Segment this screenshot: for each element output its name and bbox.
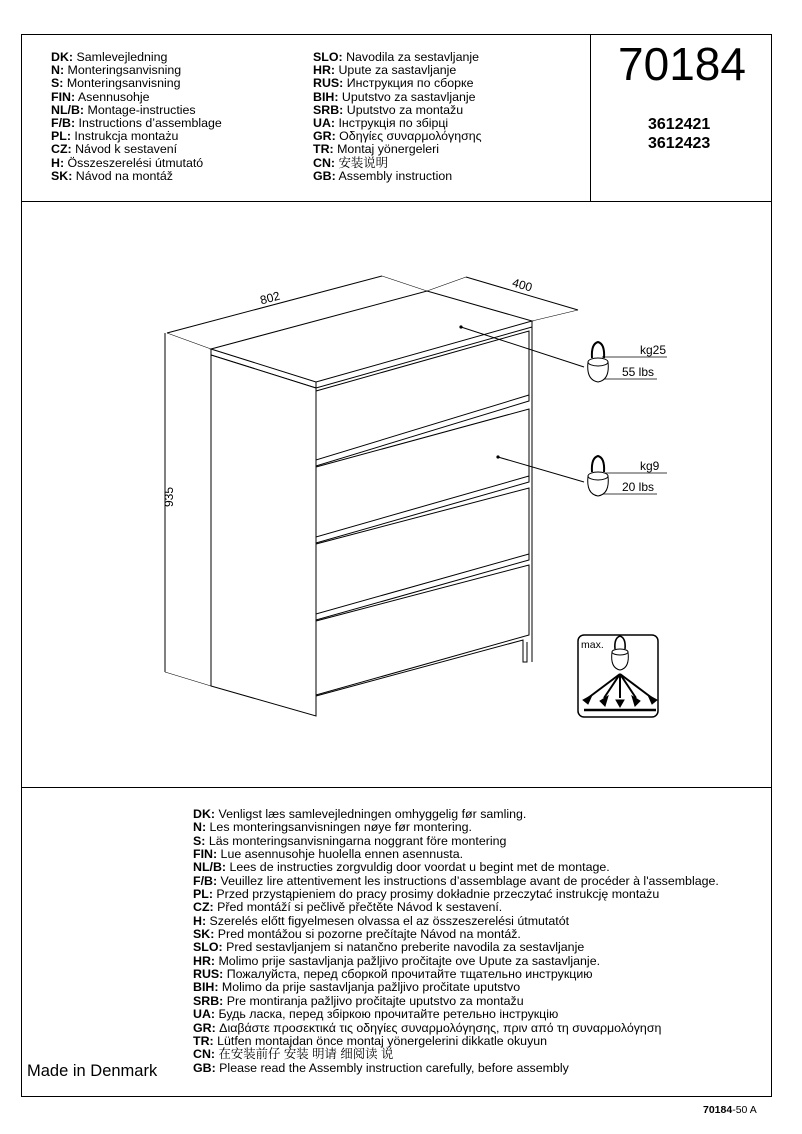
- instruction-text: 在安装前仔 安装 明请 细阅读 说: [218, 1047, 394, 1062]
- instruction-row: [193, 861, 719, 874]
- language-code: S:: [51, 76, 64, 91]
- language-code: RUS:: [193, 967, 224, 982]
- depth-dimension-label: 400: [510, 275, 534, 295]
- instruction-text: Pred sestavljanjem si natančno preberite navodila za sestavljanje: [226, 940, 585, 955]
- instruction-row: [193, 848, 719, 861]
- height-dimension-label: 935: [162, 486, 176, 507]
- instruction-row: [193, 1062, 719, 1075]
- language-code: SK:: [51, 168, 73, 183]
- assembly-instructions: [193, 808, 719, 1075]
- header-language-text: Instrukcja montażu: [74, 129, 179, 144]
- language-code: FIN:: [193, 847, 218, 862]
- instruction-text: Lütfen montajdan önce montaj yönergelerini dikkatle okuyun: [217, 1033, 548, 1048]
- language-code: CZ:: [193, 900, 214, 915]
- instruction-text: Läs monteringsanvisningarna noggrant före montering: [208, 833, 507, 848]
- header-language-text: Інструкція по збірці: [338, 116, 449, 131]
- instruction-row: [193, 821, 719, 834]
- header-language-text: Assembly instruction: [338, 168, 453, 183]
- instruction-text: Будь ласка, перед збіркою прочитайте ретельно інструкцію: [218, 1007, 559, 1022]
- header-language-text: 安装说明: [338, 155, 389, 170]
- language-code: H:: [51, 155, 65, 170]
- instruction-row: [193, 1048, 719, 1061]
- language-code: HR:: [313, 63, 336, 78]
- dresser-side-panel: [211, 355, 316, 716]
- header-language-text: Asennusohje: [77, 89, 150, 104]
- language-code: S:: [193, 833, 206, 848]
- footer-model: 70184: [703, 1104, 733, 1116]
- language-code: BIH:: [193, 980, 219, 995]
- language-code: TR:: [313, 142, 334, 157]
- language-code: SRB:: [193, 993, 224, 1008]
- language-code: SLO:: [313, 50, 343, 64]
- header-language-text: Montaj yönergeleri: [337, 142, 440, 157]
- language-code: UA:: [193, 1007, 216, 1022]
- header-language-text: Monteringsanvisning: [67, 63, 182, 78]
- language-code: PL:: [193, 887, 213, 902]
- header-language-text: Monteringsanvisning: [66, 76, 181, 91]
- language-code: CN:: [193, 1047, 216, 1062]
- language-code: CN:: [313, 155, 336, 170]
- instruction-row: [193, 875, 719, 888]
- instruction-text: Szerelés előtt figyelmesen olvassa el az összeszerelési útmutatót: [209, 913, 570, 928]
- header-language-text: Montage-instructies: [87, 102, 196, 117]
- instruction-row: [193, 928, 719, 941]
- language-code: HR:: [193, 953, 216, 968]
- header-language-text: Összeszerelési útmutató: [67, 155, 204, 170]
- instruction-text: Molimo prije sastavljanja pažljivo pročitajte ove Upute za sastavljanje.: [218, 953, 601, 968]
- header-language-text: Инструкция по сборке: [346, 76, 474, 91]
- footer-code: [703, 1104, 757, 1116]
- footer-suffix: -50 A: [732, 1104, 757, 1116]
- drawer-load-kg: kg9: [640, 459, 660, 473]
- language-code: TR:: [193, 1033, 214, 1048]
- instruction-text: Διαβάστε προσεκτικά τις οδηγίες συναρμολόγησης, πριν από τη συναρμολόγηση: [219, 1020, 662, 1035]
- language-code: F/B:: [51, 116, 76, 131]
- drawer-load-lbs: 20 lbs: [622, 480, 655, 494]
- instruction-row: [193, 888, 719, 901]
- max-label: max.: [581, 639, 604, 651]
- language-code: H:: [193, 913, 207, 928]
- instruction-row: [193, 968, 719, 981]
- header-language-text: Instructions d’assemblage: [78, 116, 222, 131]
- instruction-text: Pred montážou si pozorne prečítajte Návod na montáž.: [217, 927, 521, 942]
- instruction-row: [193, 901, 719, 914]
- header-language-text: Upute za sastavljanje: [338, 63, 457, 78]
- instruction-row: [193, 981, 719, 994]
- language-code: RUS:: [313, 76, 344, 91]
- instruction-text: Pre montiranja pažljivo pročitajte uputstvo za montažu: [226, 993, 524, 1008]
- instruction-row: [193, 808, 719, 821]
- item-code: 3612423: [648, 135, 711, 152]
- language-code: CZ:: [51, 142, 72, 157]
- instruction-text: Molimo da prije sastavljanja pažljivo pročitate uputstvo: [221, 980, 521, 995]
- language-code: UA:: [313, 116, 336, 131]
- instruction-text: Lue asennusohje huolella ennen asennusta.: [220, 847, 464, 862]
- instruction-row: [193, 941, 719, 954]
- header-language-text: Οδηγίες συναρμολόγησης: [339, 129, 482, 144]
- language-code: BIH:: [313, 89, 339, 104]
- made-in-label: Made in Denmark: [27, 1062, 158, 1080]
- instruction-text: Veuillez lire attentivement les instructions d’assemblage avant de procéder à l'assemblage.: [220, 873, 719, 888]
- instruction-text: Venligst læs samlevejledningen omhyggelig før samling.: [218, 807, 527, 821]
- instruction-row: [193, 995, 719, 1008]
- instruction-text: Please read the Assembly instruction carefully, before assembly: [219, 1060, 569, 1075]
- width-dimension-label: 802: [258, 288, 282, 308]
- instruction-row: [193, 835, 719, 848]
- header-language-text: Návod na montáž: [75, 168, 173, 183]
- language-code: N:: [193, 820, 207, 835]
- header-language-text: Návod k sestavení: [75, 142, 178, 157]
- language-code: GR:: [313, 129, 336, 144]
- language-code: NL/B:: [51, 102, 85, 117]
- instruction-text: Lees de instructies zorgvuldig door voordat u begint met de montage.: [229, 860, 610, 875]
- header-language-text: Uputstvo za sastavljanje: [341, 89, 476, 104]
- instruction-row: [193, 1008, 719, 1021]
- drawer-weight-icon: [588, 456, 609, 496]
- language-code: GB:: [313, 168, 336, 183]
- item-code: 3612421: [648, 116, 711, 133]
- instruction-text: Пожалуйста, перед сборкой прочитайте тщательно инструкцию: [226, 967, 593, 982]
- header-language-text: Navodila za sestavljanje: [346, 50, 479, 64]
- language-code: GB:: [193, 1060, 216, 1075]
- instruction-text: Przed przystąpieniem do pracy prosimy dokładnie przeczytać instrukcję montażu: [216, 887, 660, 902]
- language-code: DK:: [51, 50, 74, 64]
- language-code: SRB:: [313, 102, 344, 117]
- instruction-text: Les monteringsanvisningen nøye før montering.: [209, 820, 472, 835]
- top-load-lbs: 55 lbs: [622, 365, 655, 379]
- language-code: DK:: [193, 807, 216, 821]
- instruction-row: [193, 915, 719, 928]
- model-number: 70184: [618, 38, 746, 90]
- language-code: SK:: [193, 927, 215, 942]
- header-language-text: Uputstvo za montažu: [346, 102, 464, 117]
- instruction-row: [193, 955, 719, 968]
- language-code: N:: [51, 63, 65, 78]
- top-weight-icon: [588, 342, 609, 382]
- top-load-kg: kg25: [640, 343, 667, 357]
- language-code: GR:: [193, 1020, 216, 1035]
- language-code: F/B:: [193, 873, 218, 888]
- language-code: PL:: [51, 129, 71, 144]
- header-language-text: Samlevejledning: [76, 50, 168, 64]
- instruction-row: [193, 1022, 719, 1035]
- instruction-text: Před montáží si pečlivě přečtěte Návod k sestavení.: [217, 900, 503, 915]
- language-code: NL/B:: [193, 860, 227, 875]
- language-code: FIN:: [51, 89, 76, 104]
- language-code: SLO:: [193, 940, 223, 955]
